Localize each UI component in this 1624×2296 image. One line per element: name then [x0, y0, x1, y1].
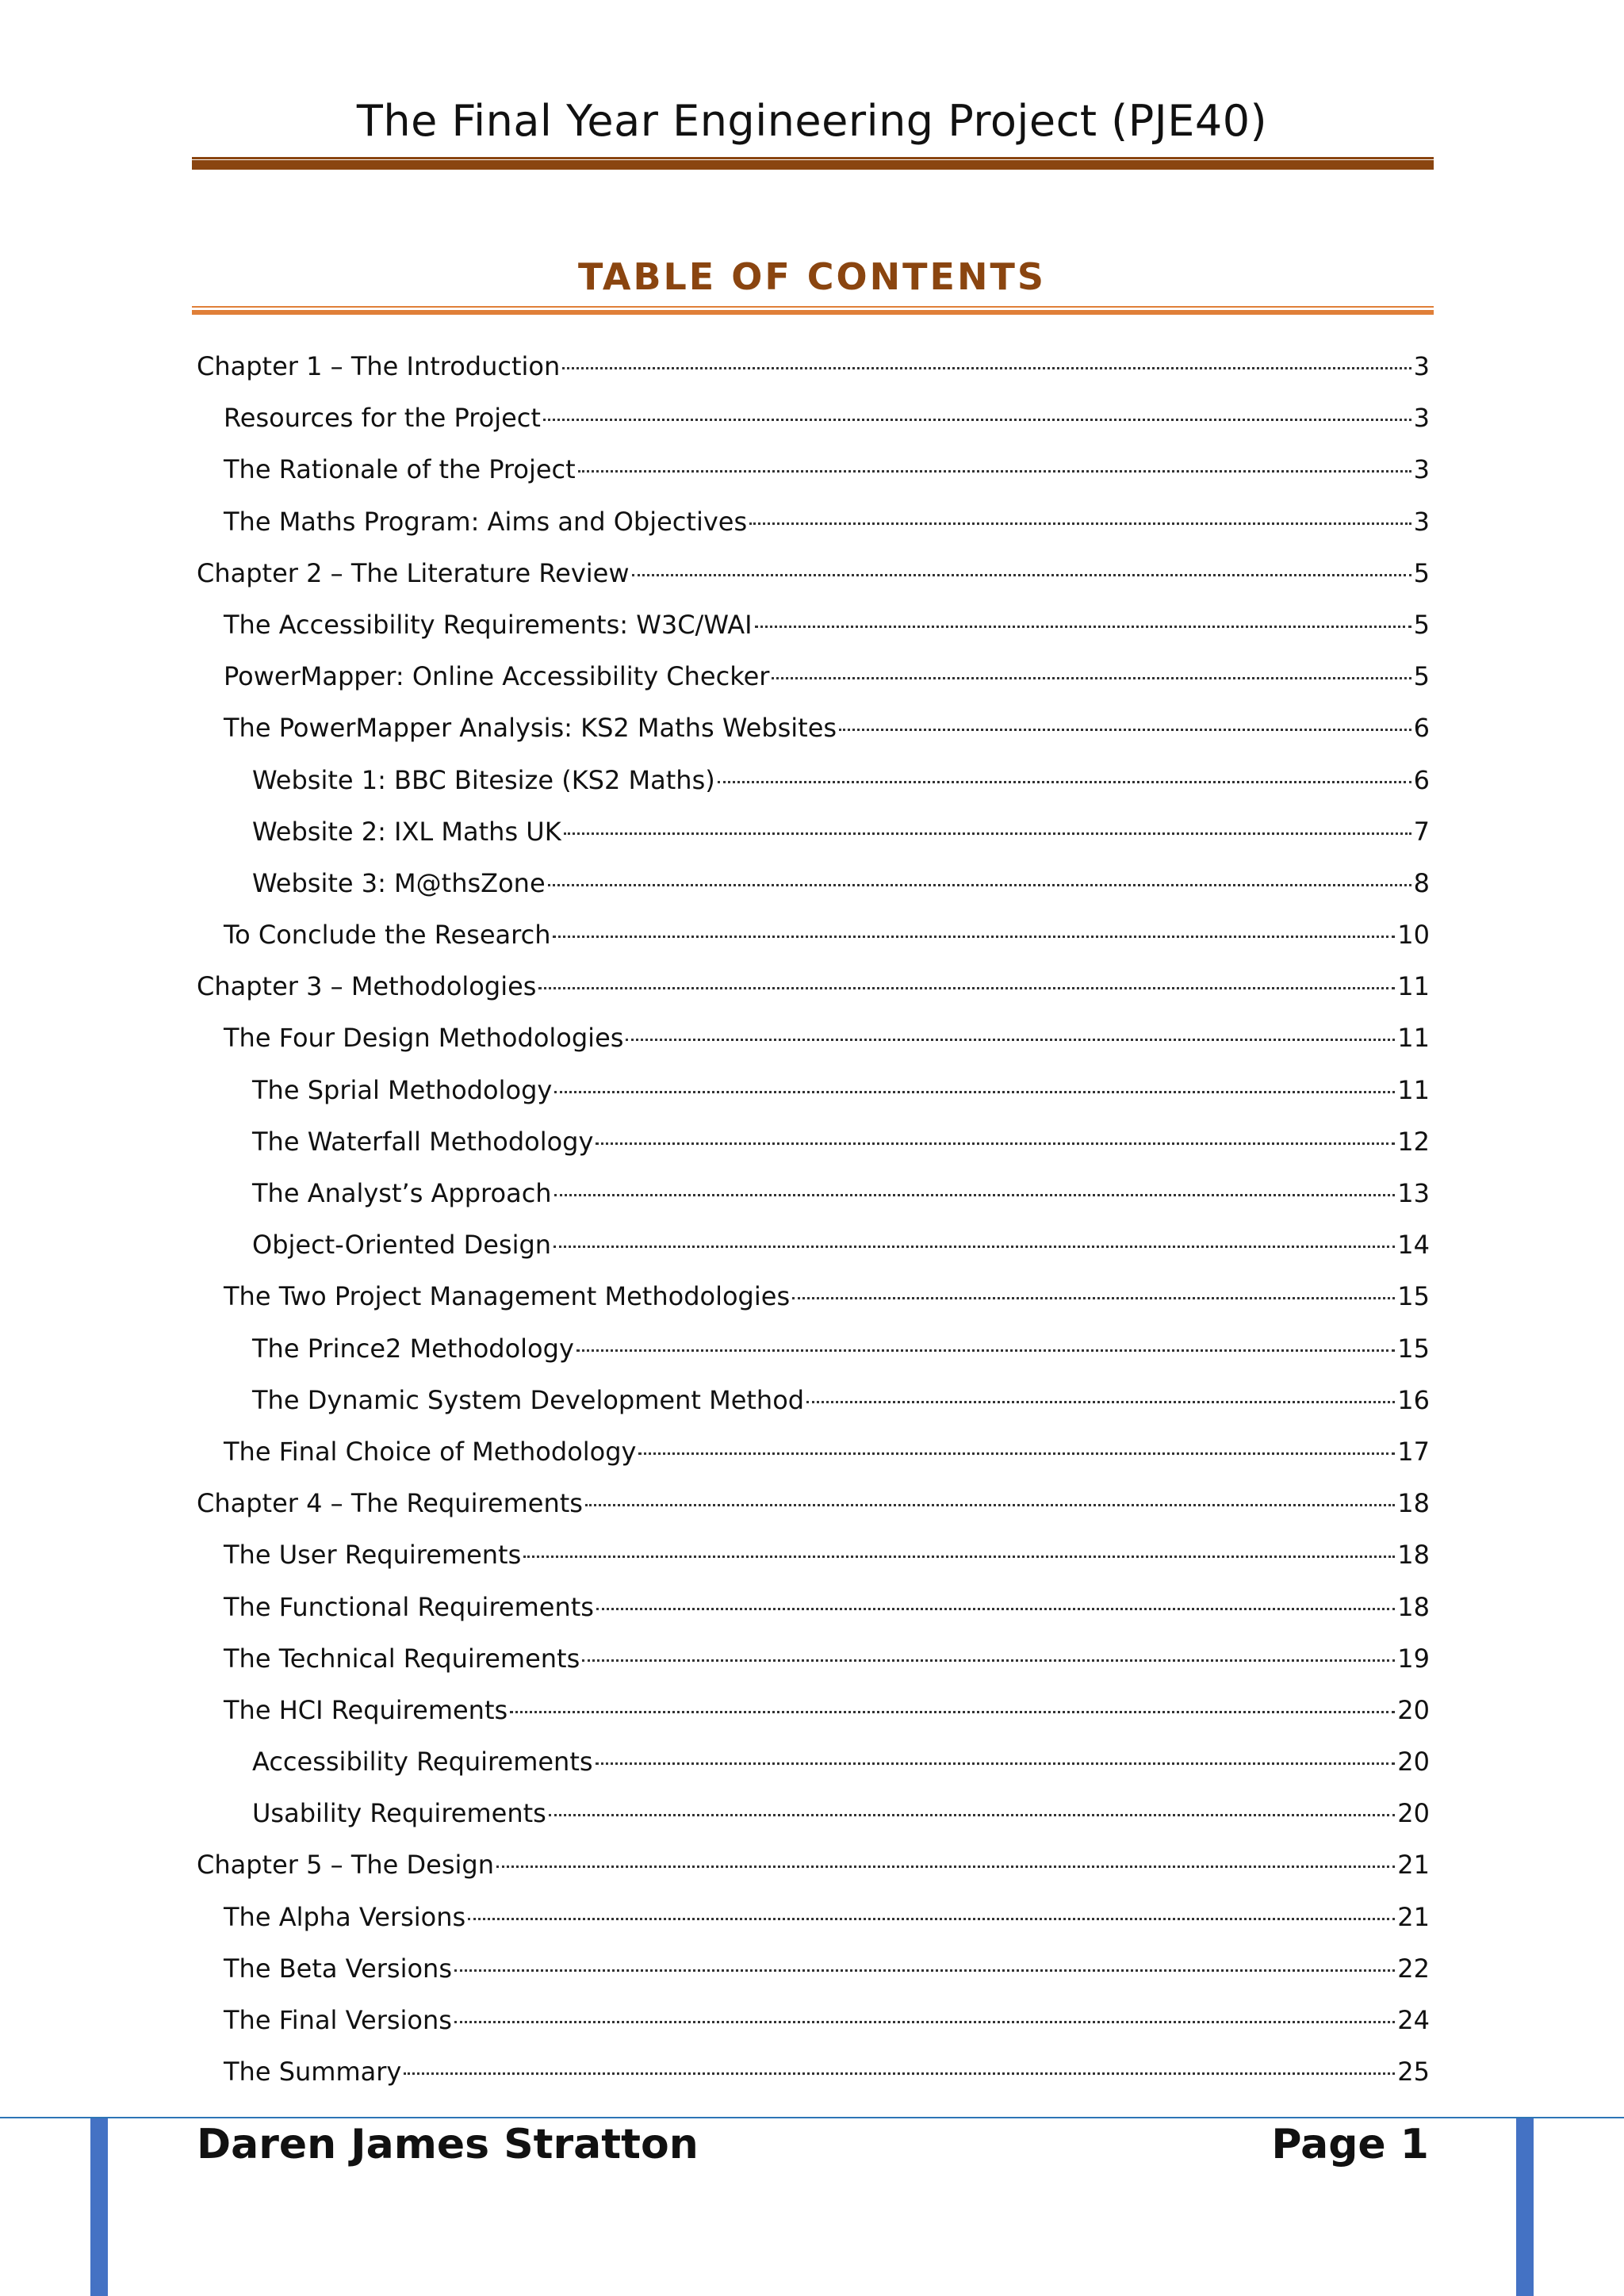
toc-entry-title: PowerMapper: Online Accessibility Checker: [224, 661, 770, 692]
footer-author: Daren James Stratton: [197, 2121, 699, 2168]
toc-dot-leader: [839, 729, 1411, 731]
toc-dot-leader: [749, 522, 1411, 525]
toc-entry-page: 21: [1397, 1850, 1430, 1881]
toc-entry-title: The Two Project Management Methodologies: [224, 1281, 791, 1312]
toc-dot-leader: [454, 1969, 1395, 1972]
header-rule-thin: [192, 157, 1434, 159]
toc-entry[interactable]: [197, 2046, 1430, 2098]
toc-entry[interactable]: [197, 444, 1430, 496]
toc-entry[interactable]: [197, 1788, 1430, 1839]
toc-dot-leader: [548, 884, 1411, 886]
toc-dot-leader: [638, 1452, 1395, 1455]
toc-dot-leader: [718, 781, 1411, 783]
toc-dot-leader: [582, 1659, 1395, 1662]
toc-entry-page: 17: [1397, 1436, 1430, 1467]
toc-entry-title: The Rationale of the Project: [224, 454, 576, 485]
toc-entry-title: The Alpha Versions: [224, 1901, 466, 1932]
toc-dot-leader: [564, 832, 1411, 835]
toc-entry-title: The Functional Requirements: [224, 1591, 594, 1622]
toc-entry-title: Chapter 4 – The Requirements: [197, 1488, 583, 1519]
toc-entry[interactable]: [197, 702, 1430, 754]
toc-entry-page: 25: [1397, 2057, 1430, 2087]
toc-dot-leader: [538, 987, 1395, 989]
toc-entry[interactable]: [197, 1168, 1430, 1219]
toc-entry-title: The Summary: [224, 2057, 402, 2087]
toc-entry[interactable]: [197, 806, 1430, 858]
toc-entry-title: The Dynamic System Development Method: [252, 1384, 805, 1415]
toc-entry-title: Chapter 1 – The Introduction: [197, 351, 561, 381]
header-rule-thick: [192, 160, 1434, 170]
footer-bar-right: [1516, 2118, 1534, 2296]
toc-entry-page: 22: [1397, 1953, 1430, 1984]
toc-entry-page: 24: [1397, 2005, 1430, 2035]
toc-entry[interactable]: [197, 548, 1430, 599]
toc-dot-leader: [562, 367, 1411, 369]
toc-entry[interactable]: [197, 1426, 1430, 1478]
toc-heading-rule-thick: [192, 310, 1434, 315]
toc-entry-page: 7: [1413, 816, 1430, 847]
toc-entry[interactable]: [197, 1219, 1430, 1271]
toc-entry[interactable]: [197, 1065, 1430, 1116]
toc-entry-title: The PowerMapper Analysis: KS2 Maths Websites: [224, 713, 837, 744]
toc-dot-leader: [554, 1091, 1395, 1093]
toc-dot-leader: [578, 470, 1411, 473]
toc-entry-page: 3: [1413, 351, 1430, 381]
footer-bar-left: [90, 2118, 108, 2296]
toc-entry[interactable]: [197, 1943, 1430, 1995]
toc-entry[interactable]: [197, 1271, 1430, 1322]
toc-entry-title: The HCI Requirements: [224, 1694, 508, 1725]
toc-entry-page: 6: [1413, 764, 1430, 795]
toc-entry-title: Website 3: M@thsZone: [252, 867, 546, 898]
toc-entry[interactable]: [197, 392, 1430, 444]
toc-dot-leader: [468, 1918, 1395, 1920]
toc-entry-title: The Final Versions: [224, 2005, 452, 2035]
toc-dot-leader: [792, 1297, 1395, 1299]
toc-dot-leader: [755, 626, 1411, 628]
toc-entry-title: The Maths Program: Aims and Objectives: [224, 506, 748, 537]
toc-entry[interactable]: [197, 1116, 1430, 1168]
toc-entry-page: 10: [1397, 920, 1430, 951]
toc-dot-leader: [596, 1608, 1395, 1610]
footer-rule: [0, 2117, 1624, 2118]
table-of-contents: [197, 341, 1430, 2098]
toc-dot-leader: [553, 1246, 1395, 1248]
toc-entry-page: 15: [1397, 1333, 1430, 1364]
toc-entry-page: 5: [1413, 557, 1430, 588]
toc-dot-leader: [549, 1814, 1395, 1816]
toc-entry[interactable]: [197, 1012, 1430, 1064]
toc-entry[interactable]: [197, 1839, 1430, 1891]
toc-entry-page: 11: [1397, 1074, 1430, 1105]
toc-dot-leader: [554, 1194, 1396, 1196]
toc-entry-page: 3: [1413, 506, 1430, 537]
toc-entry-title: The Sprial Methodology: [252, 1074, 553, 1105]
toc-entry-title: The Beta Versions: [224, 1953, 452, 1984]
toc-entry[interactable]: [197, 1995, 1430, 2046]
toc-entry-page: 6: [1413, 713, 1430, 744]
toc-entry-title: The Accessibility Requirements: W3C/WAI: [224, 609, 753, 640]
toc-entry-title: Chapter 2 – The Literature Review: [197, 557, 630, 588]
toc-entry[interactable]: [197, 651, 1430, 702]
toc-entry-page: 16: [1397, 1384, 1430, 1415]
toc-entry-title: Object-Oriented Design: [252, 1230, 552, 1261]
toc-entry-title: The Four Design Methodologies: [224, 1023, 624, 1054]
footer-page-number: Page 1: [1271, 2121, 1429, 2168]
toc-entry-title: The User Requirements: [224, 1540, 522, 1571]
toc-entry-page: 18: [1397, 1591, 1430, 1622]
toc-entry-page: 18: [1397, 1488, 1430, 1519]
toc-entry-title: The Technical Requirements: [224, 1643, 580, 1674]
toc-dot-leader: [496, 1866, 1395, 1868]
toc-entry-title: The Analyst’s Approach: [252, 1178, 552, 1208]
toc-entry-title: Chapter 3 – Methodologies: [197, 971, 537, 1002]
toc-entry-title: The Prince2 Methodology: [252, 1333, 574, 1364]
toc-entry-page: 11: [1397, 971, 1430, 1002]
toc-dot-leader: [404, 2072, 1395, 2075]
toc-dot-leader: [626, 1039, 1395, 1041]
toc-entry-title: Usability Requirements: [252, 1798, 546, 1829]
toc-entry-page: 18: [1397, 1540, 1430, 1571]
toc-entry-title: Accessibility Requirements: [252, 1747, 593, 1777]
toc-dot-leader: [632, 574, 1411, 576]
toc-entry-page: 5: [1413, 609, 1430, 640]
toc-dot-leader: [576, 1349, 1395, 1352]
toc-entry-page: 19: [1397, 1643, 1430, 1674]
toc-dot-leader: [806, 1401, 1395, 1403]
toc-entry-title: Resources for the Project: [224, 403, 541, 434]
toc-dot-leader: [523, 1556, 1395, 1558]
toc-dot-leader: [553, 936, 1395, 938]
toc-entry-page: 20: [1397, 1694, 1430, 1725]
toc-entry-page: 11: [1397, 1023, 1430, 1054]
toc-entry[interactable]: [197, 1892, 1430, 1943]
toc-entry-title: The Waterfall Methodology: [252, 1126, 594, 1157]
toc-dot-leader: [596, 1762, 1396, 1765]
toc-heading-rule-thin: [192, 306, 1434, 308]
toc-dot-leader: [772, 677, 1411, 679]
toc-entry[interactable]: [197, 1736, 1430, 1788]
toc-dot-leader: [454, 2021, 1395, 2023]
toc-entry[interactable]: [197, 858, 1430, 909]
toc-entry-page: 8: [1413, 867, 1430, 898]
toc-entry-page: 21: [1397, 1901, 1430, 1932]
toc-entry[interactable]: [197, 1633, 1430, 1685]
document-title: The Final Year Engineering Project (PJE40): [356, 96, 1268, 146]
toc-entry[interactable]: [197, 755, 1430, 806]
toc-entry[interactable]: [197, 1375, 1430, 1426]
toc-entry-title: Website 2: IXL Maths UK: [252, 816, 561, 847]
toc-entry-page: 12: [1397, 1126, 1430, 1157]
toc-entry-page: 3: [1413, 403, 1430, 434]
toc-entry[interactable]: [197, 1582, 1430, 1633]
toc-dot-leader: [510, 1711, 1395, 1713]
toc-entry[interactable]: [197, 496, 1430, 548]
toc-entry-page: 20: [1397, 1798, 1430, 1829]
toc-dot-leader: [585, 1504, 1395, 1506]
toc-entry-page: 20: [1397, 1747, 1430, 1777]
toc-entry-page: 14: [1397, 1230, 1430, 1261]
toc-entry-page: 5: [1413, 661, 1430, 692]
toc-entry[interactable]: [197, 1323, 1430, 1375]
toc-entry[interactable]: [197, 599, 1430, 651]
toc-entry[interactable]: [197, 1685, 1430, 1736]
toc-entry[interactable]: [197, 1478, 1430, 1529]
toc-entry-title: Website 1: BBC Bitesize (KS2 Maths): [252, 764, 715, 795]
toc-dot-leader: [596, 1142, 1395, 1145]
toc-entry-page: 3: [1413, 454, 1430, 485]
toc-entry[interactable]: [197, 961, 1430, 1012]
toc-entry-title: To Conclude the Research: [224, 920, 551, 951]
toc-heading: TABLE OF CONTENTS: [578, 255, 1046, 298]
toc-entry[interactable]: [197, 1529, 1430, 1581]
toc-entry[interactable]: [197, 341, 1430, 392]
toc-entry-title: The Final Choice of Methodology: [224, 1436, 637, 1467]
toc-entry-title: Chapter 5 – The Design: [197, 1850, 494, 1881]
toc-entry-page: 15: [1397, 1281, 1430, 1312]
toc-entry[interactable]: [197, 909, 1430, 961]
toc-dot-leader: [543, 419, 1411, 421]
toc-entry-page: 13: [1397, 1178, 1430, 1208]
